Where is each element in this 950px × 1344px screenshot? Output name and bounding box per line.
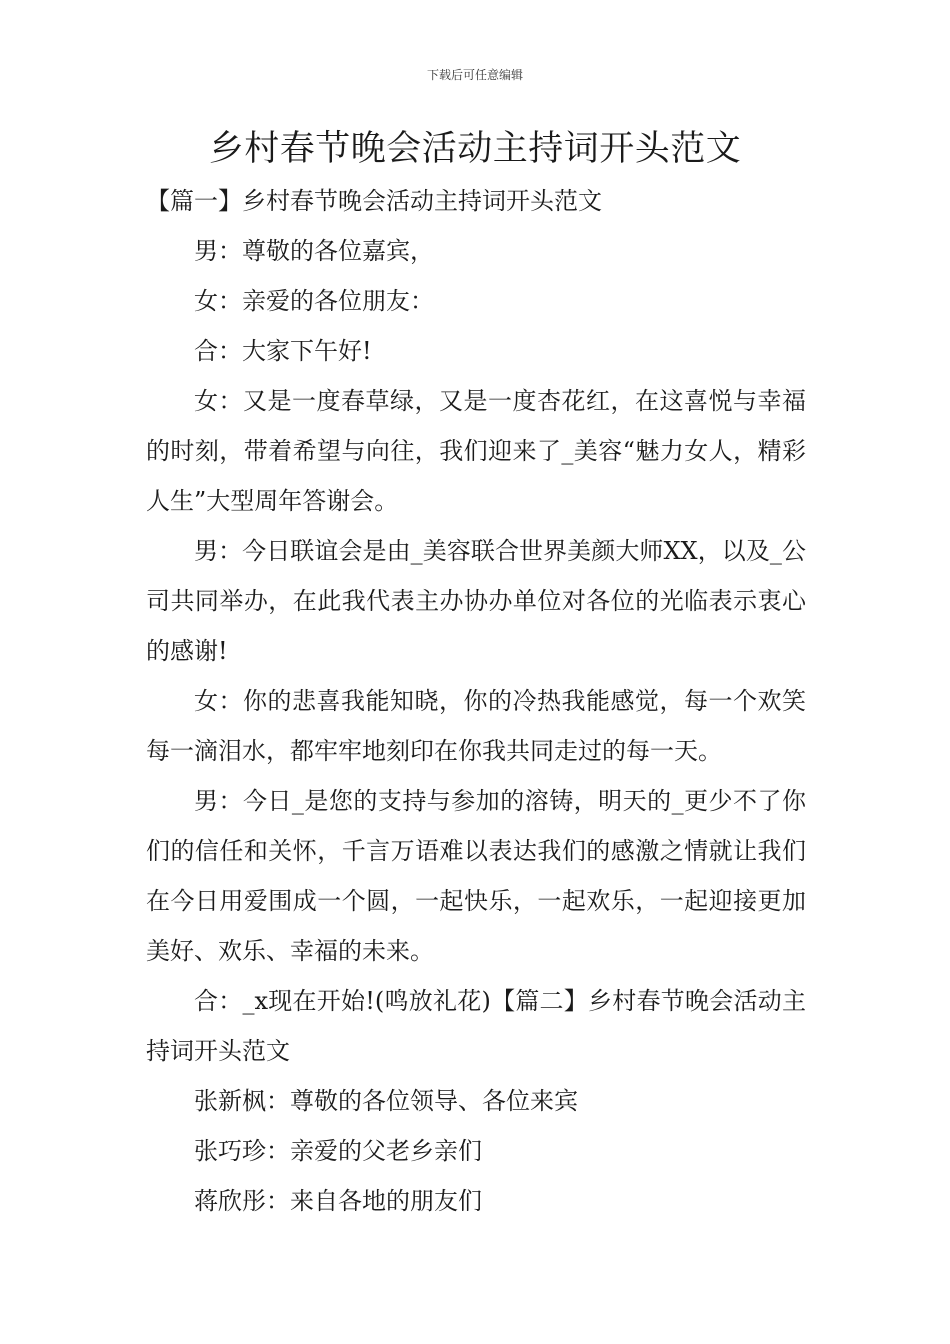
paragraph: 合：_x现在开始!(鸣放礼花)【篇二】乡村春节晚会活动主持词开头范文 <box>146 987 806 1065</box>
paragraph: 蒋欣彤：来自各地的朋友们 <box>194 1187 482 1215</box>
page-header-note: 下载后可任意编辑 <box>426 68 523 82</box>
paragraph: 男：今日_是您的支持与参加的溶铸，明天的_更少不了你们的信任和关怀，千言万语难以表达我们的感激之情就让我们在今日用爱围成一个圆，一起快乐，一起欢乐，一起迎接更加美好、欢乐、幸福的未来。 <box>146 787 806 965</box>
paragraph: 女：你的悲喜我能知晓，你的冷热我能感觉，每一个欢笑每一滴泪水，都牢牢地刻印在你我共同走过的每一天。 <box>146 687 806 765</box>
paragraph: 女：亲爱的各位朋友： <box>194 287 434 315</box>
section-heading-1: 【篇一】乡村春节晚会活动主持词开头范文 <box>146 187 602 215</box>
document-title: 乡村春节晚会活动主持词开头范文 <box>208 129 742 169</box>
paragraph: 女：又是一度春草绿，又是一度杏花红，在这喜悦与幸福的时刻，带着希望与向往，我们迎来了_美容“魅力女人，精彩人生”大型周年答谢会。 <box>146 387 806 515</box>
paragraph: 张巧珍：亲爱的父老乡亲们 <box>194 1137 482 1165</box>
paragraph: 张新枫：尊敬的各位领导、各位来宾 <box>194 1087 578 1115</box>
document-body <box>146 176 806 1226</box>
paragraph: 男：今日联谊会是由_美容联合世界美颜大师XX，以及_公司共同举办，在此我代表主办协办单位对各位的光临表示衷心的感谢! <box>146 537 806 665</box>
paragraph: 合：大家下午好! <box>194 337 372 365</box>
paragraph: 男：尊敬的各位嘉宾， <box>194 237 434 265</box>
